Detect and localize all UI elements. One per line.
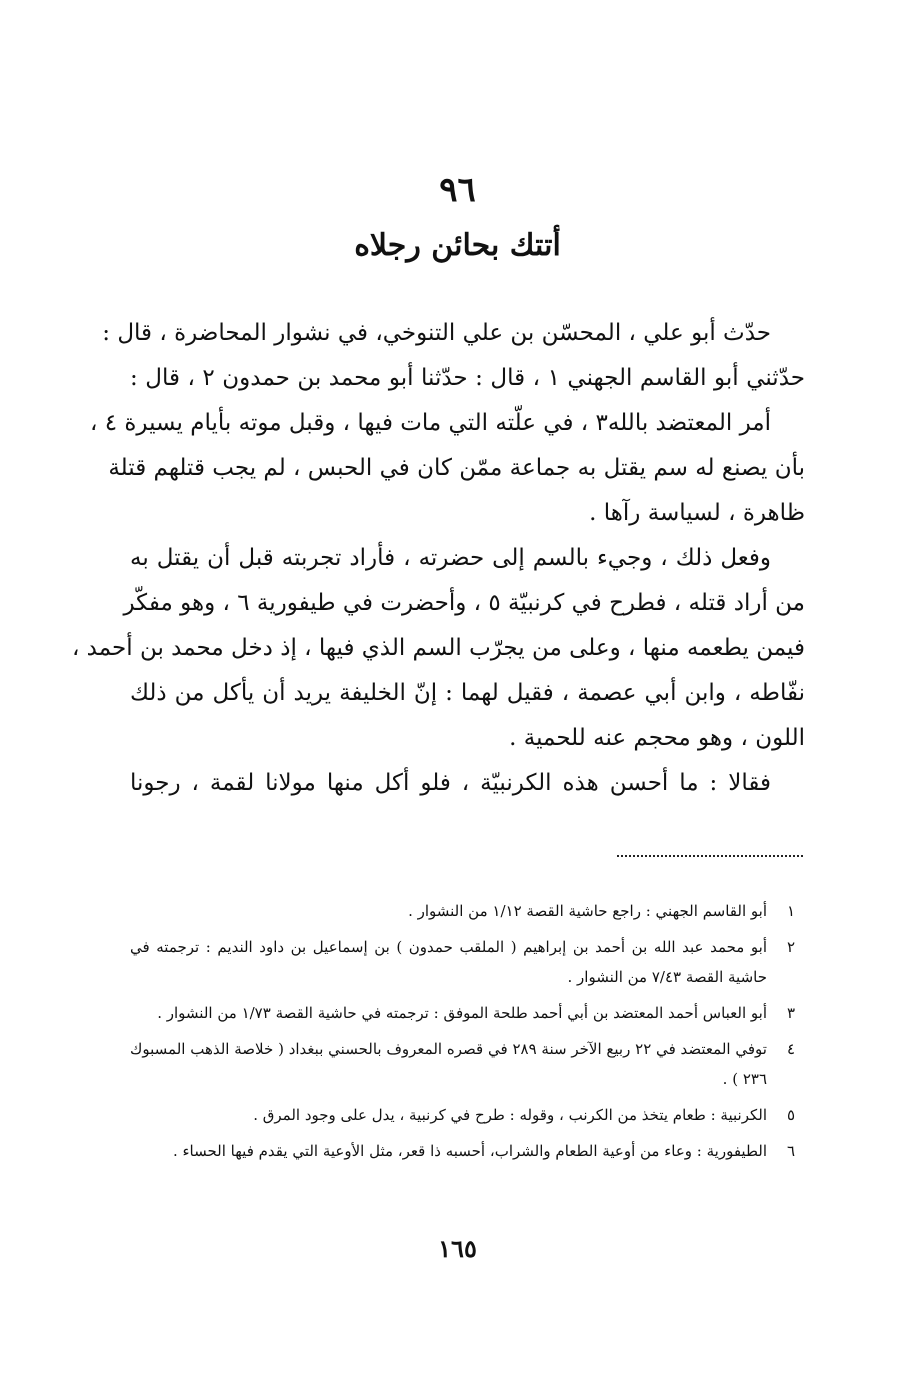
body-line: حدّث أبو علي ، المحسّن بن علي التنوخي، في نشوار المحاضرة ، قال : [102,320,771,346]
footnote-separator [617,855,803,857]
footnotes [130,896,795,1172]
body-line: نفّاطه ، وابن أبي عصمة ، فقيل لهما : إنّ الخليفة يريد أن يأكل من ذلك [130,680,805,706]
footnote-item [130,1100,795,1130]
footnote-text: أبو محمد عبد الله بن أحمد بن إبراهيم ( الملقب حمدون ) بن إسماعيل بن داود النديم : ترجمته في حاشية القصة ٧/٤٣ من النشوار . [130,938,767,986]
body-line: حدّثني أبو القاسم الجهني ١ ، قال : حدّثنا أبو محمد بن حمدون ٢ ، قال : [130,365,805,391]
footnote-number: ٦ [786,1142,795,1160]
body-line: ظاهرة ، لسياسة رآها . [589,500,805,526]
footnote-item [130,998,795,1028]
footnote-text: توفي المعتضد في ٢٢ ربيع الآخر سنة ٢٨٩ في قصره المعروف بالحسني ببغداد ( خلاصة الذهب المسبوك ٢٣٦ ) . [130,1040,767,1088]
footnote-number: ٤ [786,1040,795,1058]
body-line: اللون ، وهو محجم عنه للحمية . [509,725,805,751]
footnote-text: الطيفورية : وعاء من أوعية الطعام والشراب، أحسبه ذا قعر، مثل الأوعية التي يقدم فيها الحساء . [172,1142,767,1160]
body-line: وفعل ذلك ، وجيء بالسم إلى حضرته ، فأراد تجربته قبل أن يقتل به [130,545,771,571]
body-line: بأن يصنع له سم يقتل به جماعة ممّن كان في الحبس ، لم يجب قتلهم قتلة [108,455,805,481]
chapter-title: أتتك بحائن رجلاه [354,228,561,263]
chapter-number: ٩٦ [439,170,476,210]
footnote-text: أبو القاسم الجهني : راجع حاشية القصة ١/١٢ من النشوار . [408,902,767,920]
footnote-number: ١ [786,902,795,920]
body-line: فيمن يطعمه منها ، وعلى من يجرّب السم الذي فيها ، إذ دخل محمد بن أحمد ، [71,635,805,661]
footnote-text: أبو العباس أحمد المعتضد بن أبي أحمد طلحة الموفق : ترجمته في حاشية القصة ١/٧٣ من النشوار . [157,1004,767,1022]
page-number: ١٦٥ [438,1234,477,1263]
footnote-item [130,932,795,992]
footnote-text: الكرنبية : طعام يتخذ من الكرنب ، وقوله : طرح في كرنبية ، يدل على وجود المرق . [253,1106,767,1124]
body-line: من أراد قتله ، فطرح في كرنبيّة ٥ ، وأحضرت في طيفورية ٦ ، وهو مفكّر [123,590,805,616]
footnote-number: ٥ [786,1106,795,1124]
footnote-item [130,896,795,926]
body-line: فقالا : ما أحسن هذه الكرنبيّة ، فلو أكل منها مولانا لقمة ، رجونا [130,770,771,796]
footnote-item [130,1034,795,1094]
footnote-item [130,1136,795,1166]
footnote-number: ٢ [786,938,795,956]
body-line: أمر المعتضد بالله٣ ، في علّته التي مات فيها ، وقبل موته بأيام يسيرة ٤ ، [89,410,771,436]
body-text [71,311,805,806]
footnote-number: ٣ [786,1004,795,1022]
